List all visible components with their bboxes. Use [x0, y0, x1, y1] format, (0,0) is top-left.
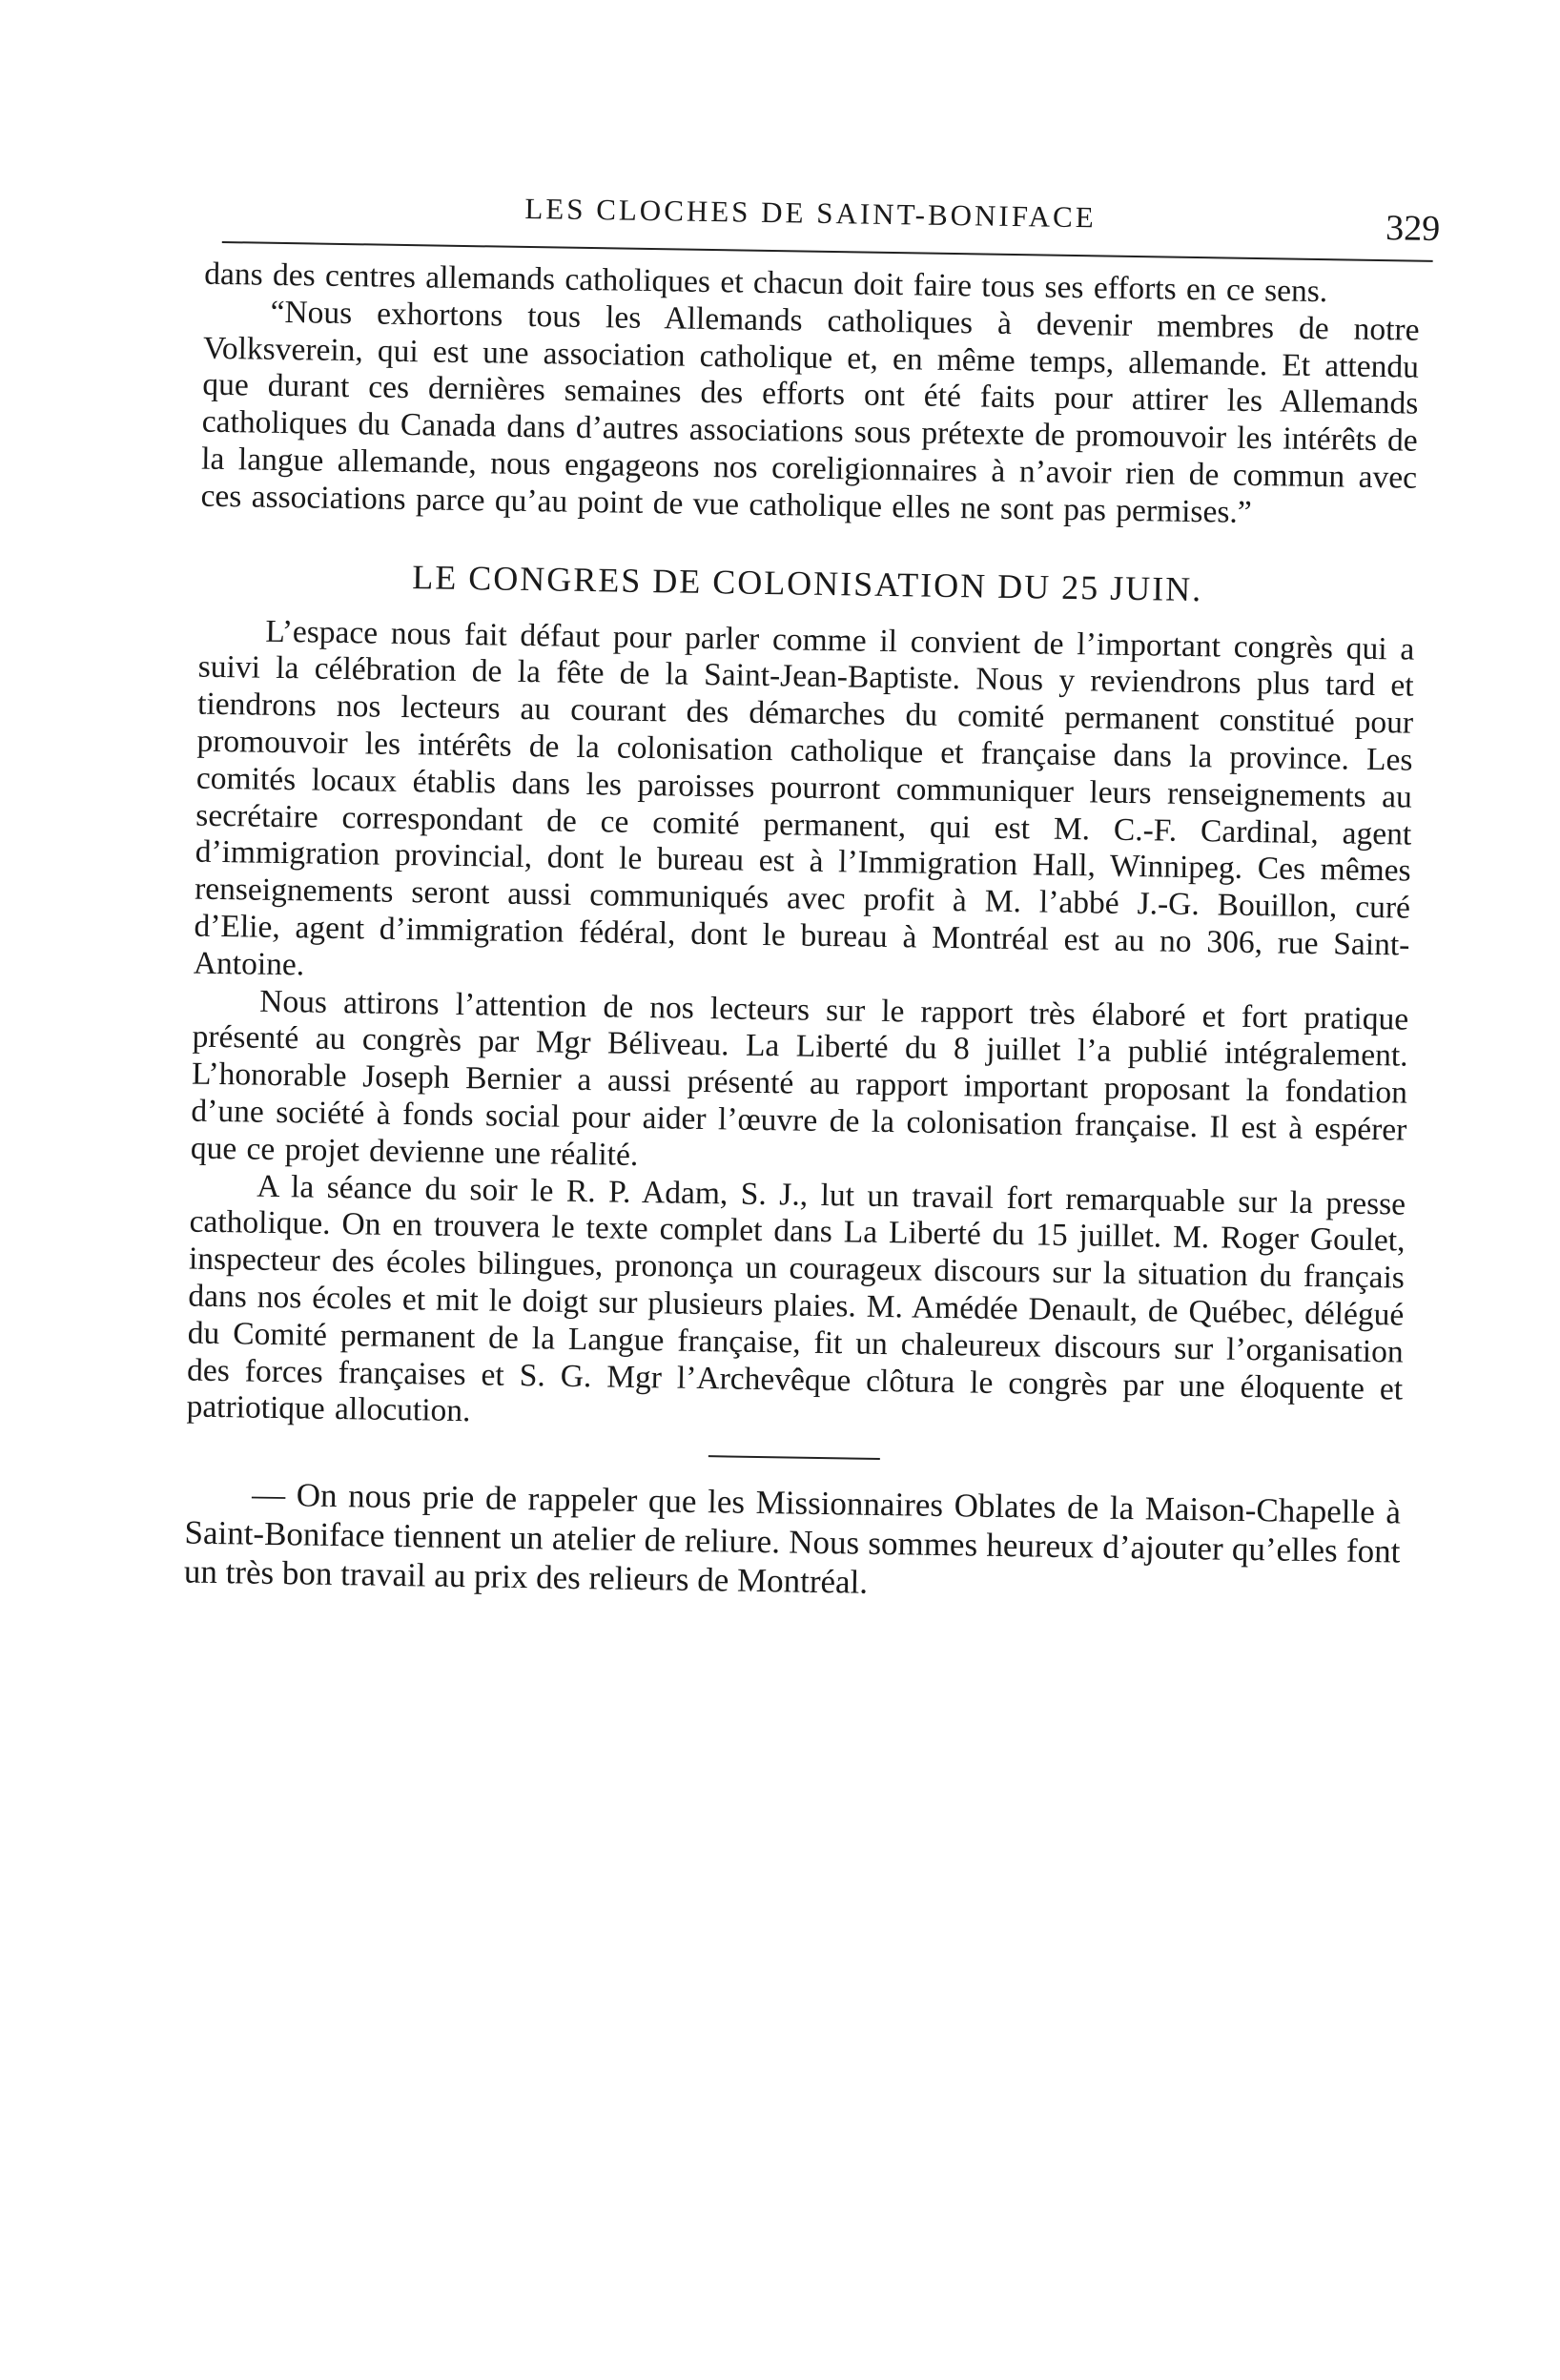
section-paragraph: Nous attirons l’attention de nos lecteurs sur le rapport très élaboré et fort pratique présenté au congrès par Mgr Béliveau. La Liberté du 8 juillet l’a publié intégralement. L’honorable Joseph Bernier a aussi présenté au rapport important proposant la fondation d’une société à fonds social pour aider l’œuvre de la colonisation française. Il est à espérer que ce projet devienne une réalité.: [190, 983, 1409, 1173]
section-paragraph: A la séance du soir le R. P. Adam, S. J., lut un travail fort remarquable sur la presse catholique. On en trouvera le texte complet dans La Liberté du 15 juillet. M. Roger Goulet, inspecteur des écoles bilingues, prononça un courageux discours sur la situation du français dans nos écoles et mit le doigt sur plusieurs plaies. M. Amédée Denault, de Québec, délégué du Comité permanent de la Langue française, fit un chaleureux discours sur l’organisation des forces françaises et S. G. Mgr l’Archevêque clôtura le congrès par une éloquente et patriotique allocution.: [186, 1168, 1406, 1429]
closing-note: — On nous prie de rappeler que les Missionnaires Oblates de la Maison-Chapelle à Saint-Boniface tiennent un atelier de reliure. Nous sommes heureux d’ajouter qu’elles font un très bon travail au prix des relieurs de Montréal.: [183, 1475, 1402, 1601]
page-body: [184, 256, 1421, 1611]
section-paragraph: L’espace nous fait défaut pour parler comme il convient de l’important congrès qui a suivi la célébration de la fête de la Saint-Jean-Baptiste. Nous y reviendrons plus tard et tiendrons nos lecteurs au courant des démarches du comité permanent constitué pour promouvoir les intérêts de la colonisation catholique et française dans la province. Les comités locaux établis dans les paroisses pourront communiquer leurs renseignements au secrétaire correspondant de ce comité permanent, qui est M. C.-F. Cardinal, agent d’immigration provincial, dont le bureau est à l’Immigration Hall, Winnipeg. Ces mêmes renseignements seront aussi communiqués avec profit à M. l’abbé J.-G. Bouillon, curé d’Elie, agent d’immigration fédéral, dont le bureau à Montréal est au no 306, rue Saint-Antoine.: [193, 613, 1415, 983]
paragraph-continuation: dans des centres allemands catholiques et chacun doit faire tous ses efforts en ce sens.: [203, 256, 1328, 310]
page-number: 329: [1385, 208, 1441, 250]
running-title: LES CLOCHES DE SAINT-BONIFACE: [524, 191, 1097, 235]
section-title: LE CONGRES DE COLONISATION DU 25 JUIN.: [411, 557, 1203, 608]
paragraph-quotation: “Nous exhortons tous les Allemands catholiques à devenir membres de notre Volksverein, qui est une association catholique et, en même temps, allemande. Et attendu que durant ces dernières semaines des efforts ont été faits pour attirer les Allemands catholiques du Canada dans d’autres associations sous prétexte de promouvoir les intérêts de la langue allemande, nous engageons nos coreligionnaires à n’avoir rien de commun avec ces associations parce qu’au point de vue catholique elles ne sont pas permises.”: [200, 294, 1420, 530]
section-divider: [708, 1455, 879, 1460]
